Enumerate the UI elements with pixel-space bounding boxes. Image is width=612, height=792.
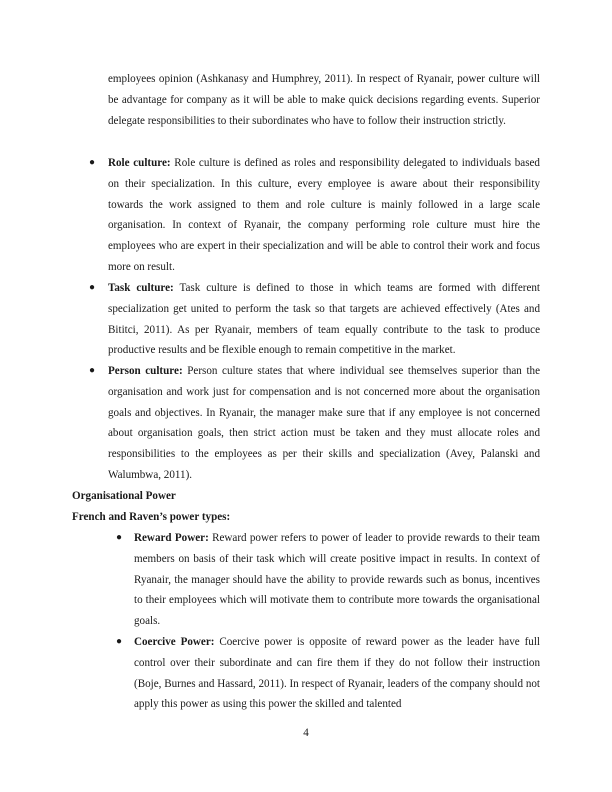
term-label: Role culture:: [108, 157, 171, 169]
list-item-person-culture: [108, 361, 540, 486]
list-item-role-culture: [108, 153, 540, 278]
bullet-icon: ●: [89, 157, 96, 168]
continuation-paragraph: employees opinion (Ashkanasy and Humphrey, 2011). In respect of Ryanair, power culture will be advantage for company as it will be able to make quick decisions regarding events. Superior delegate responsibilities to their subordinates who have to follow their instruction strictly.: [108, 73, 540, 127]
item-text: Person culture states that where individual see themselves superior than the organisation and work just for compensation and is not concerned more about the organisation goals and objectives. In Ryanair, the manager make sure that if any employee is not concerned about organisation goals, then strict action must be taken and they must allocate roles and responsibilities to the employees as per their skills and specialization (Avey, Palanski and Walumbwa, 2011).: [108, 365, 540, 481]
term-label: Task culture:: [108, 282, 174, 294]
page-number: 4: [303, 727, 309, 739]
list-item-task-culture: [108, 278, 540, 361]
bullet-icon: ●: [89, 282, 96, 293]
item-text: Reward power refers to power of leader to provide rewards to their team members on basis of their task which will create positive impact in results. In context of Ryanair, the manager should have the ability to provide rewards such as bonus, incentives to their employees which will motivate them to contribute more towards the organisational goals.: [134, 532, 540, 628]
subsection-heading: French and Raven’s power types:: [72, 511, 231, 523]
item-text: Task culture is defined to those in which teams are formed with different specialization get united to perform the task so that targets are achieved effectively (Ates and Bititci, 2011). As per Ryanair, members of team equally contribute to the task to produce productive results and be flexible enough to remain competitive in the market.: [108, 282, 541, 357]
term-label: Person culture:: [108, 365, 183, 377]
item-text: Role culture is defined as roles and responsibility delegated to individuals based on their specialization. In this culture, every employee is aware about their responsibility towards the work assigned to them and role culture is mainly followed in a large scale organisation. In context of Ryanair, the company performing role culture must hire the employees who are expert in their specialization and will be able to control their work and focus more on result.: [108, 157, 540, 273]
term-label: Reward Power:: [134, 532, 209, 544]
section-heading: Organisational Power: [72, 490, 176, 502]
bullet-icon: ●: [116, 532, 123, 543]
list-item-reward-power: [134, 528, 540, 632]
item-text: Coercive power is opposite of reward power as the leader have full control over their subordinate and can fire them if they do not follow their instruction (Boje, Burnes and Hassard, 2011). In respect of Ryanair, leaders of the company should not apply this power as using this power the skilled and talented: [134, 636, 540, 711]
bullet-icon: ●: [89, 365, 96, 376]
bullet-icon: ●: [116, 636, 123, 647]
term-label: Coercive Power:: [134, 636, 215, 648]
list-item-coercive-power: [134, 632, 540, 715]
